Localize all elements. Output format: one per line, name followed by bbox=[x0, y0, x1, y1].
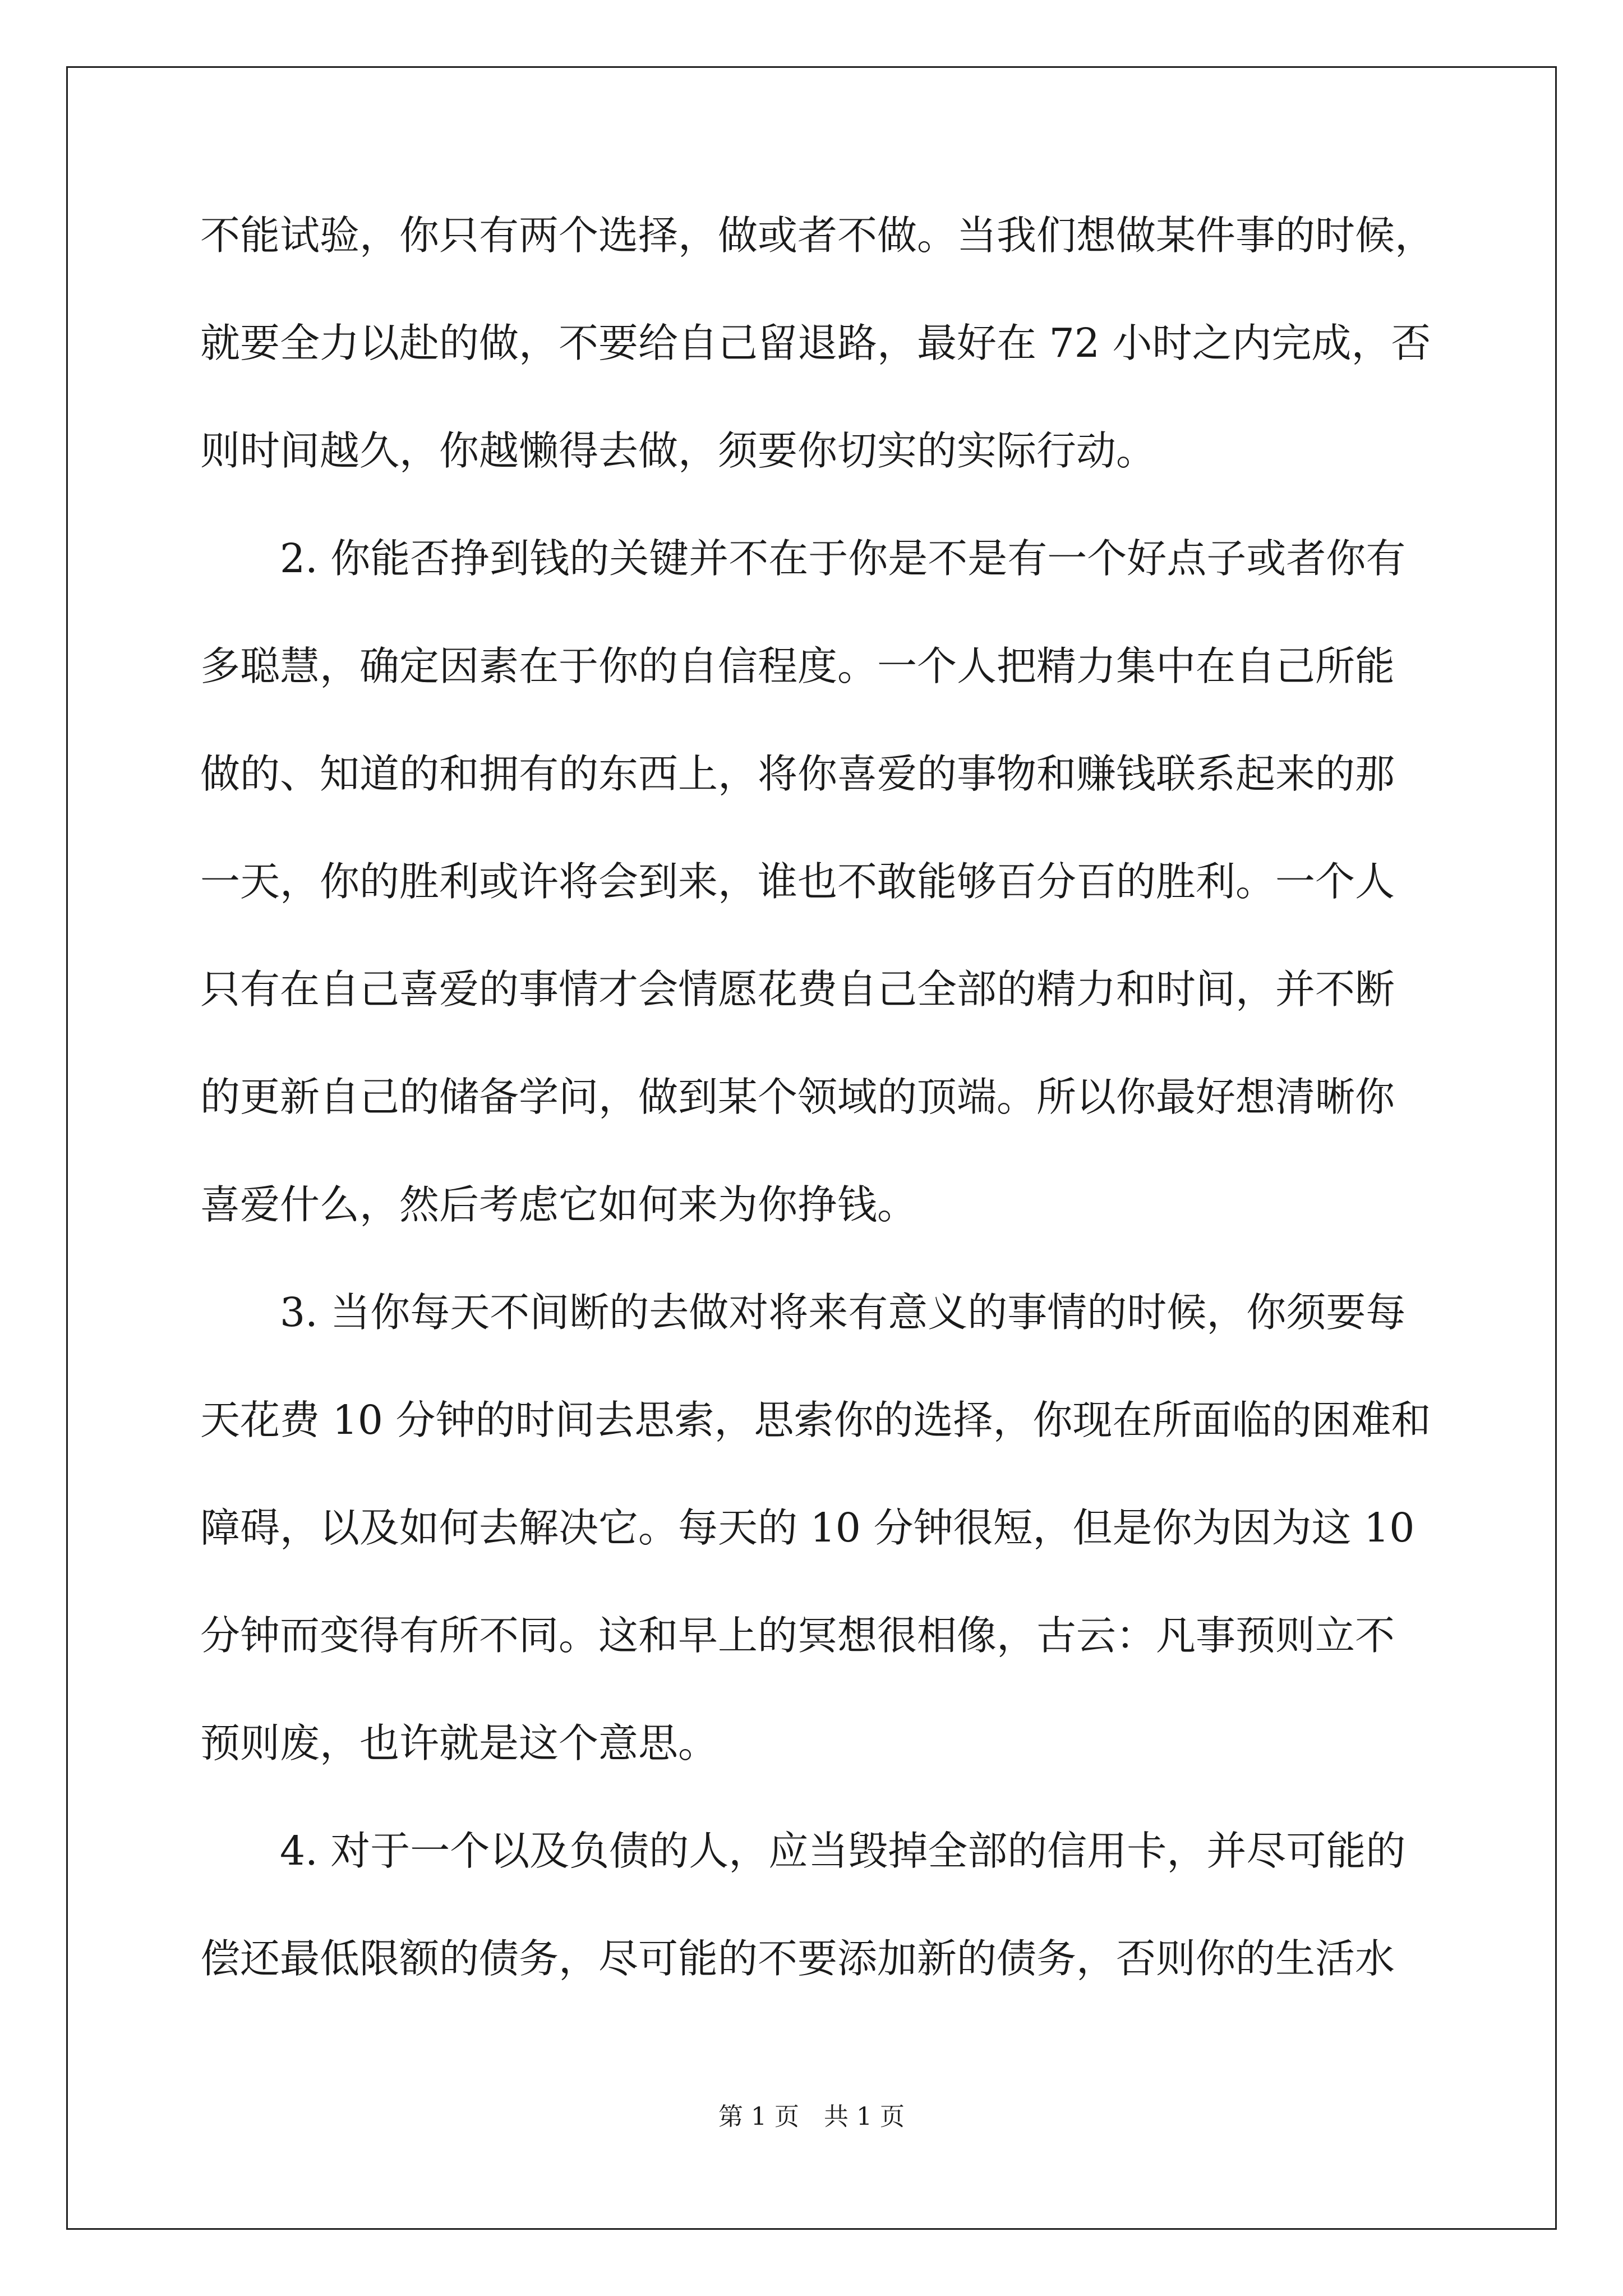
text-line: 4. 对于一个以及负债的人，应当毁掉全部的信用卡，并尽可能的 bbox=[200, 1828, 1406, 1874]
text-line: 做的、知道的和拥有的东西上，将你喜爱的事物和赚钱联系起来的那 bbox=[200, 751, 1395, 797]
text-line: 喜爱什么，然后考虑它如何来为你挣钱。 bbox=[200, 1181, 917, 1228]
text-line: 只有在自己喜爱的事情才会情愿花费自己全部的精力和时间，并不断 bbox=[200, 966, 1395, 1013]
text-line: 偿还最低限额的债务，尽可能的不要添加新的债务，否则你的生活水 bbox=[200, 1935, 1395, 1982]
text-line: 就要全力以赴的做，不要给自己留退路，最好在 72 小时之内完成，否 bbox=[200, 320, 1431, 366]
text-line: 则时间越久，你越懒得去做，须要你切实的实际行动。 bbox=[200, 427, 1156, 474]
text-line: 多聪慧，确定因素在于你的自信程度。一个人把精力集中在自己所能 bbox=[200, 643, 1395, 689]
text-line: 天花费 10 分钟的时间去思索，思索你的选择，你现在所面临的困难和 bbox=[200, 1397, 1431, 1443]
page-border bbox=[66, 66, 1557, 2230]
text-line: 2. 你能否挣到钱的关键并不在于你是不是有一个好点子或者你有 bbox=[200, 535, 1406, 582]
text-line: 一天，你的胜利或许将会到来，谁也不敢能够百分百的胜利。一个人 bbox=[200, 858, 1395, 905]
text-line: 分钟而变得有所不同。这和早上的冥想很相像，古云：凡事预则立不 bbox=[200, 1612, 1395, 1659]
text-line: 预则废，也许就是这个意思。 bbox=[200, 1720, 718, 1766]
text-line: 3. 当你每天不间断的去做对将来有意义的事情的时候，你须要每 bbox=[200, 1289, 1406, 1336]
text-line: 不能试验，你只有两个选择，做或者不做。当我们想做某件事的时候， bbox=[200, 212, 1435, 259]
text-line: 障碍，以及如何去解决它。每天的 10 分钟很短，但是你为因为这 10 bbox=[200, 1504, 1415, 1551]
page-number-footer: 第 1 页 共 1 页 bbox=[718, 2102, 905, 2131]
text-line: 的更新自己的储备学问，做到某个领域的顶端。所以你最好想清晰你 bbox=[200, 1074, 1395, 1120]
